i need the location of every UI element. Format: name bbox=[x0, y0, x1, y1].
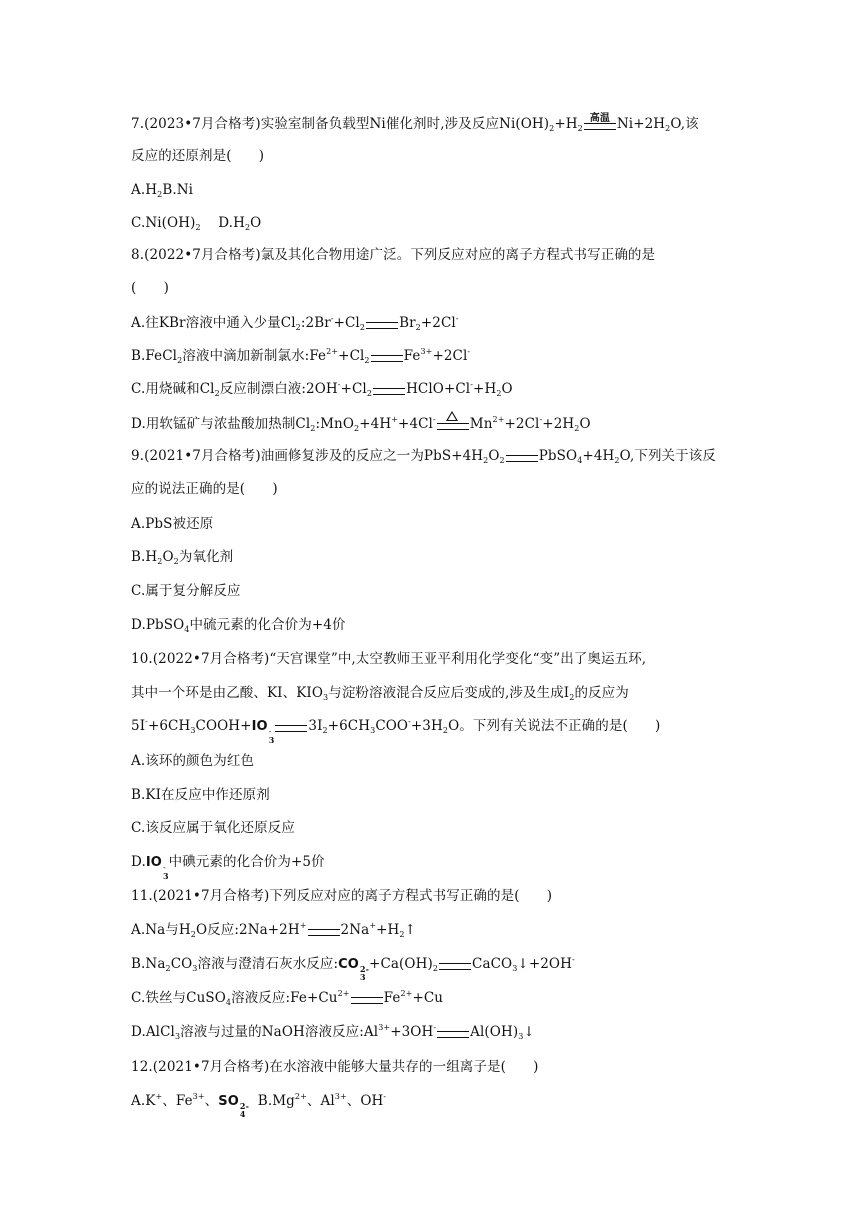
q10-option-d: D.IO - 3 中碘元素的化合价为+5价 bbox=[131, 854, 325, 881]
q9-option-c: C.属于复分解反应 bbox=[131, 583, 241, 599]
q9-option-d: D.PbSO$_4$中硫元素的化合价为+4价 bbox=[131, 617, 346, 634]
q11-stem: 11.(2021•7月合格考)下列反应对应的离子方程式书写正确的是( ) bbox=[131, 888, 553, 904]
q11-option-c: C.铁丝与CuSO$_4$溶液反应$:Fe+Cu^{2+}$ $Fe^{2+}+Cu$ bbox=[131, 989, 444, 1007]
q10-stem-line3: $5I^-+6CH_3COOH+IO$ - 3 $3I_2+6CH_3COO^-+3H_2O$。下列有关说法不正确的是( ) bbox=[131, 717, 661, 745]
q11-option-b: $B.Na_2CO_3$溶液与澄清石灰水反应:CO 2- 3 $+Ca(OH)_2$ CaCO$_3$↓+2OH- bbox=[131, 955, 575, 982]
q10-option-a: A.该环的颜色为红色 bbox=[131, 753, 255, 769]
q8-option-d: D.用软锰矿与浓盐酸加热制$Cl_2:MnO_2+4H^++4Cl^-$ $Mn^{2+}+2Cl^-+2H_2O$ bbox=[131, 414, 591, 434]
q9-stem-line1: 9.(2021•7月合格考)油画修复涉及的反应之一为$PbS+4H_2O_2$ $PbSO_4+4H_2O$,下列关于该反 bbox=[131, 448, 716, 465]
q9-stem-line2: 应的说法正确的是( ) bbox=[131, 481, 278, 497]
q11-option-d: D.AlCl$_3$溶液与过量的NaOH溶液反应$:Al^{3+}+3OH^-$ $Al(OH)_3↓$ bbox=[131, 1023, 535, 1041]
q10-stem-line2: 其中一个环是由乙酸、KI、$KIO_3$与淀粉溶液混合反应后变成的,涉及生成$I_2$的反应为 bbox=[131, 685, 629, 702]
q8-option-b: B.FeCl$_2$溶液中滴加新制氯水$:Fe^{2+}+Cl_2$ $Fe^{3+}+2Cl^-$ bbox=[131, 347, 471, 365]
q11-option-a: A.Na与$H_2O$反应:2Na+2H+ $2Na^++H_2↑$ bbox=[131, 921, 417, 939]
q10-option-b: B.KI在反应中作还原剂 bbox=[131, 787, 270, 803]
q8-stem-line1: 8.(2022•7月合格考)氯及其化合物用途广泛。下列反应对应的离子方程式书写正确的是 bbox=[131, 247, 656, 263]
q9-option-a: A.PbS被还原 bbox=[131, 516, 214, 532]
q10-option-c: C.该反应属于氧化还原反应 bbox=[131, 820, 295, 836]
q7-stem-line1: 7.(2023•7月合格考)实验室制备负载型Ni催化剂时,涉及反应$Ni(OH)_2+H_2$ 高温 $Ni+2H_2O$,该 bbox=[131, 112, 699, 133]
heat-triangle-icon bbox=[446, 411, 458, 421]
q7-option-cd: $C.Ni(OH)_2$ $D.H_2O$ bbox=[131, 215, 262, 232]
q9-option-b: $B.H_2O_2$为氧化剂 bbox=[131, 549, 234, 566]
q12-options: A.K+、$Fe^{3+}$、SO 2- 4 $B.Mg^{2+}$、$Al^{3+}$、OH- bbox=[131, 1092, 387, 1119]
q12-stem: 12.(2021•7月合格考)在水溶液中能够大量共存的一组离子是( ) bbox=[131, 1059, 539, 1075]
q7-stem-line2: 反应的还原剂是( ) bbox=[131, 148, 265, 164]
q8-stem-line2: ( ) bbox=[131, 280, 169, 296]
heat-arrow bbox=[436, 418, 470, 432]
q7-option-ab: $A.H_2B.Ni$ bbox=[131, 182, 194, 199]
q10-stem-line1: 10.(2022•7月合格考)“天宫课堂”中,太空教师王亚平利用化学变化“变”出了奥运五环, bbox=[131, 651, 647, 667]
reaction-arrow: 高温 bbox=[583, 118, 617, 132]
q8-option-c: C.用烧碱和$Cl_2$反应制漂白液$:2OH^-+Cl_2$ $HClO+Cl^-+H_2O$ bbox=[131, 380, 513, 398]
q8-option-a: A.往KBr溶液中通入少量$Cl_2:2Br^-+Cl_2$ $Br_2+2Cl^-$ bbox=[131, 314, 459, 332]
